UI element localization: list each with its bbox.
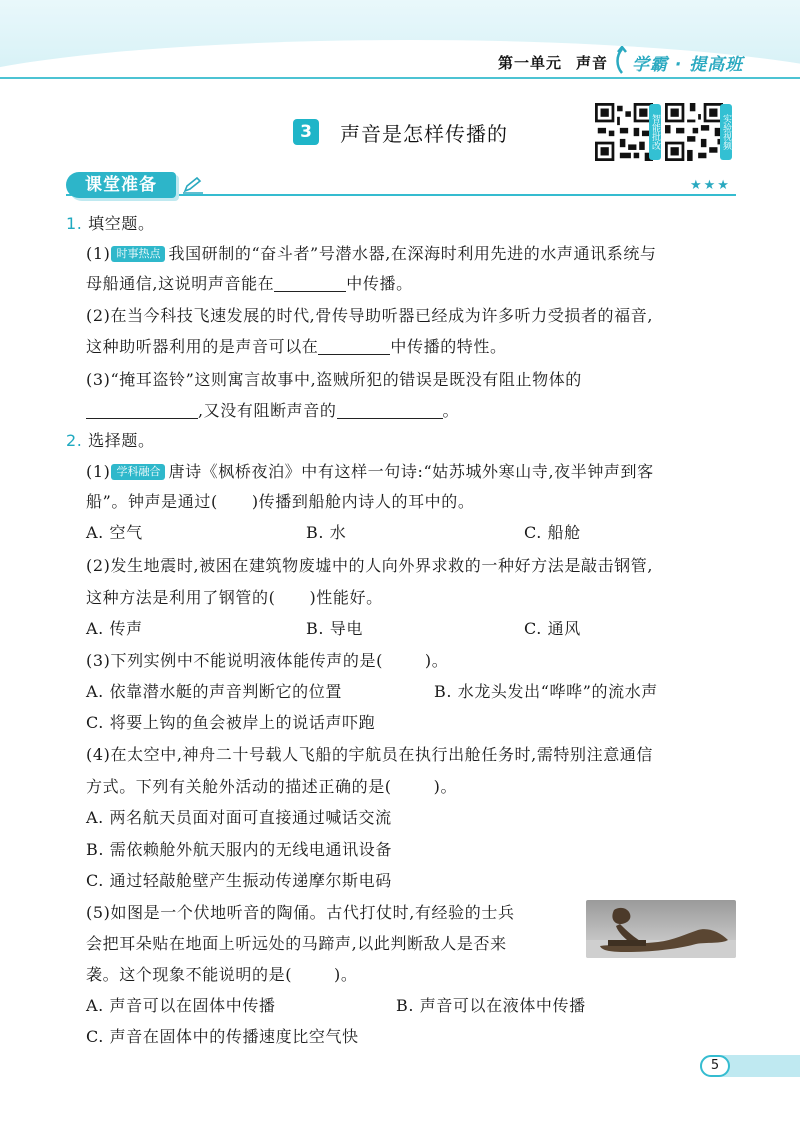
question-text: )性能好。 [309, 588, 383, 607]
qr-code-icon[interactable] [594, 103, 654, 161]
brand-logo: 学霸 · 提高班 [632, 55, 744, 75]
difficulty-stars: ★★★ [690, 178, 731, 193]
option-c[interactable]: C. 船舱 [524, 523, 581, 542]
option-c[interactable]: C. 将要上钩的鱼会被岸上的说话声吓跑 [86, 713, 376, 732]
option-c[interactable]: C. 声音在固体中的传播速度比空气快 [86, 1027, 359, 1046]
option-b[interactable]: B. 声音可以在液体中传播 [396, 996, 586, 1015]
question-title: 选择题。 [88, 431, 155, 450]
option-b[interactable]: B. 导电 [306, 619, 363, 638]
option-a[interactable]: A. 传声 [86, 619, 143, 638]
option-b[interactable]: B. 需依赖舱外航天服内的无线电通讯设备 [86, 840, 392, 859]
part-number: (1) [86, 244, 111, 263]
q1-part2-line1: (2)在当今科技飞速发展的时代,骨传导助听器已经成为许多听力受损者的福音, [86, 306, 654, 325]
listening-figurine-photo [586, 900, 736, 958]
option-a[interactable]: A. 声音可以在固体中传播 [86, 996, 276, 1015]
question-number: 1. [66, 214, 83, 233]
q2-part5-line3 [86, 965, 358, 985]
question-text: 这种方法是利用了钢管的( [86, 588, 276, 607]
answer-blank[interactable] [274, 275, 346, 292]
question-1-heading [66, 214, 155, 234]
answer-blank[interactable] [337, 402, 443, 419]
question-text: 我国研制的“奋斗者”号潜水器,在深海时利用先进的水声通讯系统与 [168, 244, 657, 263]
question-text: 方式。下列有关舱外活动的描述正确的是( [86, 777, 392, 796]
answer-blank[interactable] [318, 338, 390, 355]
question-text: 唐诗《枫桥夜泊》中有这样一句诗:“姑苏城外寒山寺,夜半钟声到客 [168, 462, 654, 481]
q2-part1-line1 [86, 462, 654, 482]
qr-code-icon[interactable] [664, 103, 724, 161]
header-divider [0, 77, 800, 79]
option-b[interactable]: B. 水龙头发出“哗哗”的流水声 [434, 682, 658, 701]
interdisciplinary-tag: 学科融合 [111, 464, 165, 480]
q1-part2-line2 [86, 337, 507, 357]
q2-part1-line2 [86, 492, 474, 512]
option-a[interactable]: A. 两名航天员面对面可直接通过喊话交流 [86, 808, 392, 827]
part-number: (1) [86, 462, 111, 481]
option-b[interactable]: B. 水 [306, 523, 347, 542]
q1-part3-line1: (3)“掩耳盗铃”这则寓言故事中,盗贼所犯的错误是既没有阻止物体的 [86, 370, 582, 389]
question-text: )传播到船舱内诗人的耳中的。 [251, 492, 475, 511]
question-text: )。 [334, 965, 358, 984]
page-number: 5 [700, 1055, 730, 1077]
question-text: 母船通信,这说明声音能在 [86, 274, 275, 293]
question-text: 。 [442, 401, 460, 420]
option-c[interactable]: C. 通过轻敲舱壁产生振动传递摩尔斯电码 [86, 871, 392, 890]
unit-label: 第一单元 [498, 54, 563, 72]
option-a[interactable]: A. 依靠潜水艇的声音判断它的位置 [86, 682, 342, 701]
q2-part2-line1: (2)发生地震时,被困在建筑物废墟中的人向外界求救的一种好方法是敲击钢管, [86, 556, 654, 575]
qr-label-video: 实验视频 [720, 104, 732, 160]
answer-blank[interactable] [86, 402, 198, 419]
q2-part3-line1 [86, 651, 448, 671]
question-text: 这种助听器利用的是声音可以在 [86, 337, 319, 356]
question-text: 袭。这个现象不能说明的是( [86, 965, 293, 984]
q2-part5-line2: 会把耳朵贴在地面上听远处的马蹄声,以此判断敌人是否来 [86, 934, 507, 953]
q2-part2-line2 [86, 588, 383, 608]
q1-part1-line2 [86, 274, 413, 294]
question-text: (3)下列实例中不能说明液体能传声的是( [86, 651, 383, 670]
pencil-icon [182, 176, 204, 194]
option-a[interactable]: A. 空气 [86, 523, 143, 542]
question-number: 2. [66, 431, 83, 450]
q2-part4-line2 [86, 777, 457, 797]
topic-label: 声音 [576, 54, 609, 72]
question-title: 填空题。 [88, 214, 155, 233]
brand-arrow-icon [612, 46, 632, 74]
q1-part3-line2 [86, 401, 459, 421]
option-c[interactable]: C. 通风 [524, 619, 581, 638]
current-events-tag: 时事热点 [111, 246, 165, 262]
qr-label-grading: 智能批改 [649, 104, 661, 160]
question-text: 中传播的特性。 [390, 337, 507, 356]
running-header [498, 52, 608, 73]
question-text: 船”。钟声是通过( [86, 492, 218, 511]
q1-part1-line1 [86, 244, 657, 264]
question-text: )。 [433, 777, 458, 796]
question-text: )。 [424, 651, 449, 670]
question-2-heading [66, 431, 155, 451]
section-title: 课堂准备 [66, 172, 176, 198]
lesson-title: 声音是怎样传播的 [340, 122, 508, 146]
q2-part5-line1: (5)如图是一个伏地听音的陶俑。古代打仗时,有经验的士兵 [86, 903, 515, 922]
lesson-number: 3 [293, 119, 319, 145]
question-text: ,又没有阻断声音的 [198, 401, 337, 420]
question-text: 中传播。 [346, 274, 413, 293]
q2-part4-line1: (4)在太空中,神舟二十号载人飞船的宇航员在执行出舱任务时,需特别注意通信 [86, 745, 654, 764]
